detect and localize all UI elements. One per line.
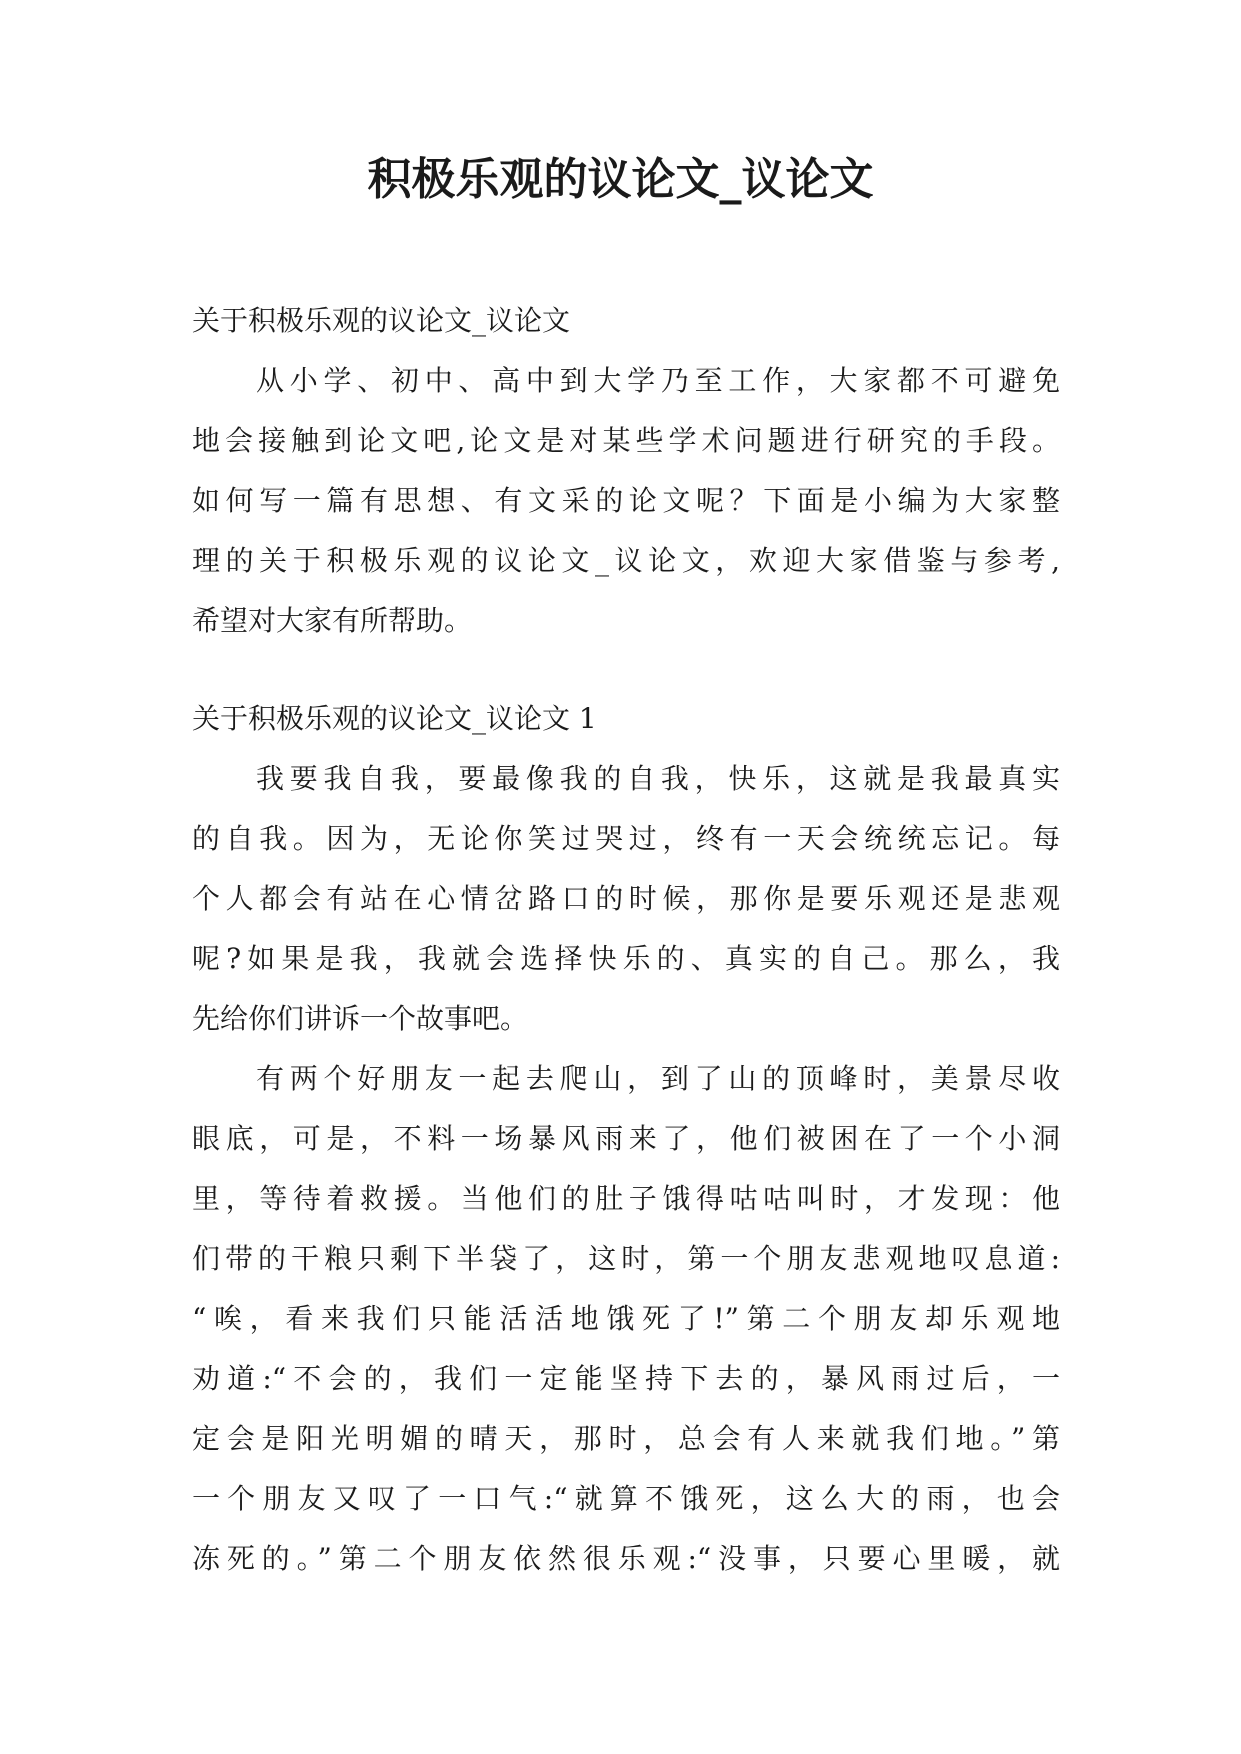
paragraph-line: 定会是阳光明媚的晴天，那时，总会有人来就我们地。”第 — [192, 1422, 1060, 1455]
paragraph-line: 里，等待着救援。当他们的肚子饿得咕咕叫时，才发现：他 — [192, 1182, 1060, 1215]
paragraph-line: 个人都会有站在心情岔路口的时候，那你是要乐观还是悲观 — [192, 882, 1060, 915]
paragraph-line: 冻死的。”第二个朋友依然很乐观:“没事，只要心里暖，就 — [192, 1542, 1060, 1575]
paragraph-line: 地会接触到论文吧,论文是对某些学术问题进行研究的手段。 — [192, 424, 1060, 457]
paragraph-line: 希望对大家有所帮助。 — [192, 604, 473, 637]
document-title: 积极乐观的议论文_议论文 — [367, 154, 874, 205]
paragraph-line: 的自我。因为，无论你笑过哭过，终有一天会统统忘记。每 — [192, 822, 1060, 855]
paragraph-line: 理的关于积极乐观的议论文_议论文，欢迎大家借鉴与参考, — [192, 544, 1060, 577]
paragraph-line: 有两个好朋友一起去爬山，到了山的顶峰时，美景尽收 — [256, 1062, 1060, 1095]
paragraph-line: 劝道:“不会的，我们一定能坚持下去的，暴风雨过后，一 — [192, 1362, 1060, 1395]
story-paragraph-2 — [192, 1049, 1060, 1589]
document-body — [192, 291, 1060, 1589]
paragraph-line: 从小学、初中、高中到大学乃至工作，大家都不可避免 — [256, 364, 1060, 397]
intro-heading: 关于积极乐观的议论文_议论文 — [192, 304, 571, 337]
intro-paragraph — [192, 351, 1060, 651]
paragraph-line: “唉，看来我们只能活活地饿死了!”第二个朋友却乐观地 — [192, 1302, 1060, 1335]
paragraph-line: 先给你们讲诉一个故事吧。 — [192, 1002, 529, 1035]
paragraph-line: 呢?如果是我，我就会选择快乐的、真实的自己。那么，我 — [192, 942, 1060, 975]
paragraph-line: 们带的干粮只剩下半袋了，这时，第一个朋友悲观地叹息道: — [192, 1242, 1060, 1275]
paragraph-line: 如何写一篇有思想、有文采的论文呢？下面是小编为大家整 — [192, 484, 1060, 517]
paragraph-line: 一个朋友又叹了一口气:“就算不饿死，这么大的雨，也会 — [192, 1482, 1060, 1515]
story-paragraph-1 — [192, 749, 1060, 1049]
section-spacer — [192, 651, 1060, 689]
paragraph-line: 眼底，可是，不料一场暴风雨来了，他们被困在了一个小洞 — [192, 1122, 1060, 1155]
section-heading: 关于积极乐观的议论文_议论文 1 — [192, 702, 597, 735]
paragraph-line: 我要我自我，要最像我的自我，快乐，这就是我最真实 — [256, 762, 1060, 795]
